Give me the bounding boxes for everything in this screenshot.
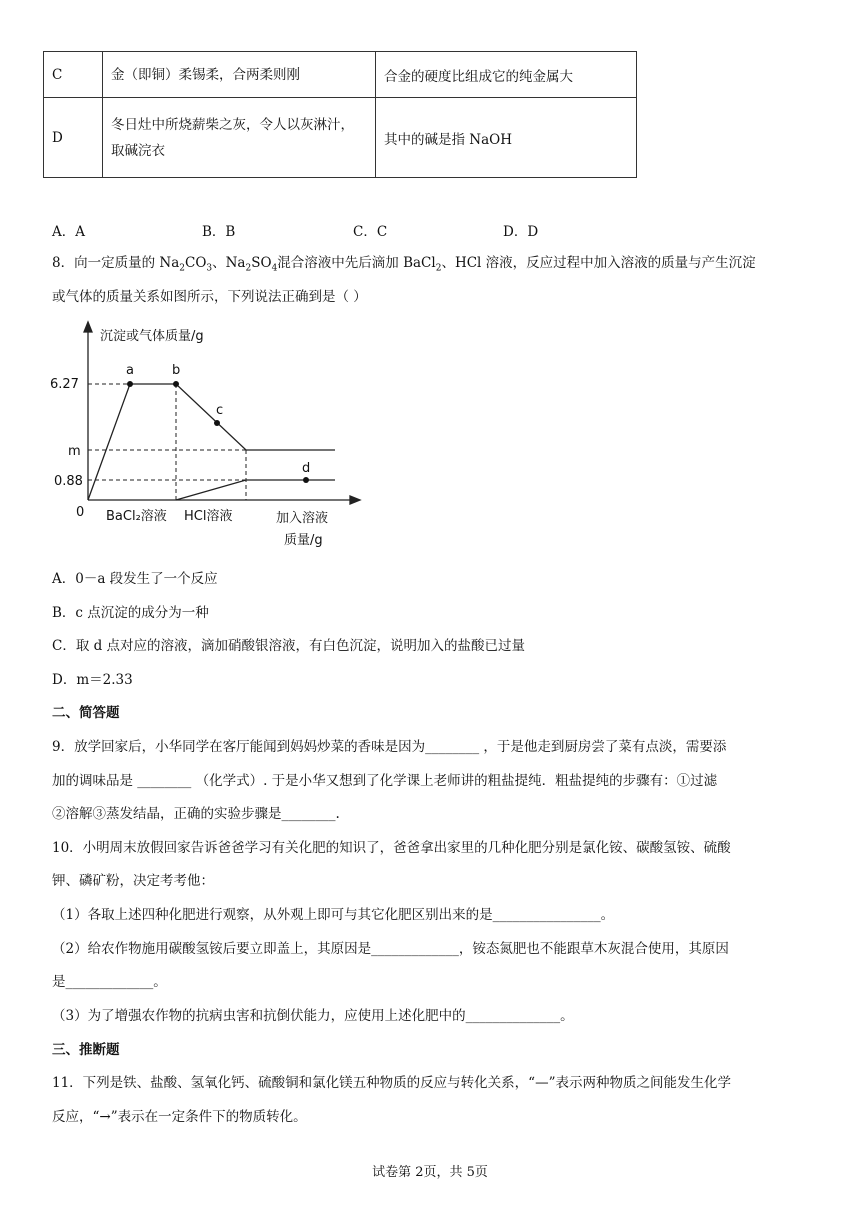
q8-stem-line1: 8．向一定质量的 $Na_2CO_3$、$Na_2SO_4$混合溶液中先后滴加 BaCl$_2$、HCl 溶液，反应过程中加入溶液的质量与产生沉淀 <box>52 255 756 274</box>
page-footer: 试卷第 2页，共 5页 <box>372 1165 488 1180</box>
y-axis-arrow <box>84 322 92 332</box>
row-key: C <box>44 52 103 98</box>
point-c <box>214 420 220 426</box>
tick-m: m <box>68 444 81 459</box>
precipitate-line <box>88 384 335 500</box>
point-d <box>303 477 309 483</box>
row-text <box>103 98 376 178</box>
q10-part2: 是_____________。 <box>52 974 167 990</box>
q9-line: 加的调味品是 ________ （化学式）. 于是小华又想到了化学课上老师讲的粗盐提纯．粗盐提纯的步骤有：①过滤 <box>52 773 718 789</box>
q11-line: 反应，“→”表示在一定条件下的物质转化。 <box>52 1109 307 1125</box>
x-axis-arrow <box>350 496 360 504</box>
x-axis-label-2: 质量/g <box>284 533 323 548</box>
answer-table <box>43 51 637 178</box>
q10-part3: （3）为了增强农作物的抗病虫害和抗倒伏能力，应使用上述化肥中的______________。 <box>52 1008 574 1024</box>
label-d: d <box>302 461 311 476</box>
q9-line: ②溶解③蒸发结晶，正确的实验步骤是________. <box>52 806 340 822</box>
table-row <box>44 98 637 178</box>
section-title: 二、简答题 <box>52 705 120 721</box>
q8-option-c: C．取 d 点对应的溶液，滴加硝酸银溶液，有白色沉淀，说明加入的盐酸已过量 <box>52 638 526 654</box>
row-explanation: 合金的硬度比组成它的纯金属大 <box>376 52 637 98</box>
table-row <box>44 52 637 98</box>
option-a: A．A <box>52 224 85 240</box>
label-a: a <box>126 363 134 378</box>
tick-0: 0 <box>76 505 85 520</box>
tick-627: 6.27 <box>50 377 79 392</box>
row-key: D <box>44 98 103 178</box>
label-b: b <box>172 363 181 378</box>
option-d: D．D <box>503 224 539 240</box>
x-seg-bacl2: BaCl₂溶液 <box>106 509 167 524</box>
q10-line: 10．小明周末放假回家告诉爸爸学习有关化肥的知识了，爸爸拿出家里的几种化肥分别是氯化铵、碳酸氢铵、硫酸 <box>52 840 731 856</box>
q9-line: 9．放学回家后，小华同学在客厅能闻到妈妈炒菜的香味是因为________ ，于是他走到厨房尝了菜有点淡，需要添 <box>52 739 727 755</box>
x-axis-label-1: 加入溶液 <box>276 511 329 526</box>
option-b: B．B <box>202 224 236 240</box>
q8-option-b: B．c 点沉淀的成分为一种 <box>52 605 209 621</box>
row-text-line: 冬日灶中所烧薪柴之灰，令人以灰淋汁， <box>111 116 354 133</box>
row-explanation: 其中的碱是指 NaOH <box>376 98 637 178</box>
section-title: 三、推断题 <box>52 1042 120 1058</box>
q11-line: 11．下列是铁、盐酸、氢氧化钙、硫酸铜和氯化镁五种物质的反应与转化关系，“—”表示两种物质之间能发生化学 <box>52 1075 731 1091</box>
point-a <box>127 381 133 387</box>
label-c: c <box>216 403 224 418</box>
row-text-line: 取碱浣衣 <box>111 142 165 159</box>
q10-line: 钾、磷矿粉，决定考考他： <box>52 873 214 889</box>
q10-part1: （1）各取上述四种化肥进行观察，从外观上即可与其它化肥区别出来的是________________。 <box>52 907 615 923</box>
tick-088: 0.88 <box>54 474 83 489</box>
x-seg-hcl: HCl溶液 <box>184 509 233 524</box>
gas-line <box>176 480 335 500</box>
option-c: C．C <box>353 224 388 240</box>
point-b <box>173 381 179 387</box>
q8-option-a: A．0－a 段发生了一个反应 <box>52 571 218 587</box>
q8-option-d: D．m＝2.33 <box>52 672 133 688</box>
row-text: 金（即铜）柔锡柔，合两柔则刚 <box>103 52 376 98</box>
y-axis-label: 沉淀或气体质量/g <box>100 329 204 344</box>
q10-part2: （2）给农作物施用碳酸氢铵后要立即盖上，其原因是_____________，铵态氮肥也不能跟草木灰混合使用，其原因 <box>52 941 729 957</box>
reaction-chart <box>40 318 380 558</box>
q8-stem-line2: 或气体的质量关系如图所示，下列说法正确到是（ ） <box>52 289 367 305</box>
